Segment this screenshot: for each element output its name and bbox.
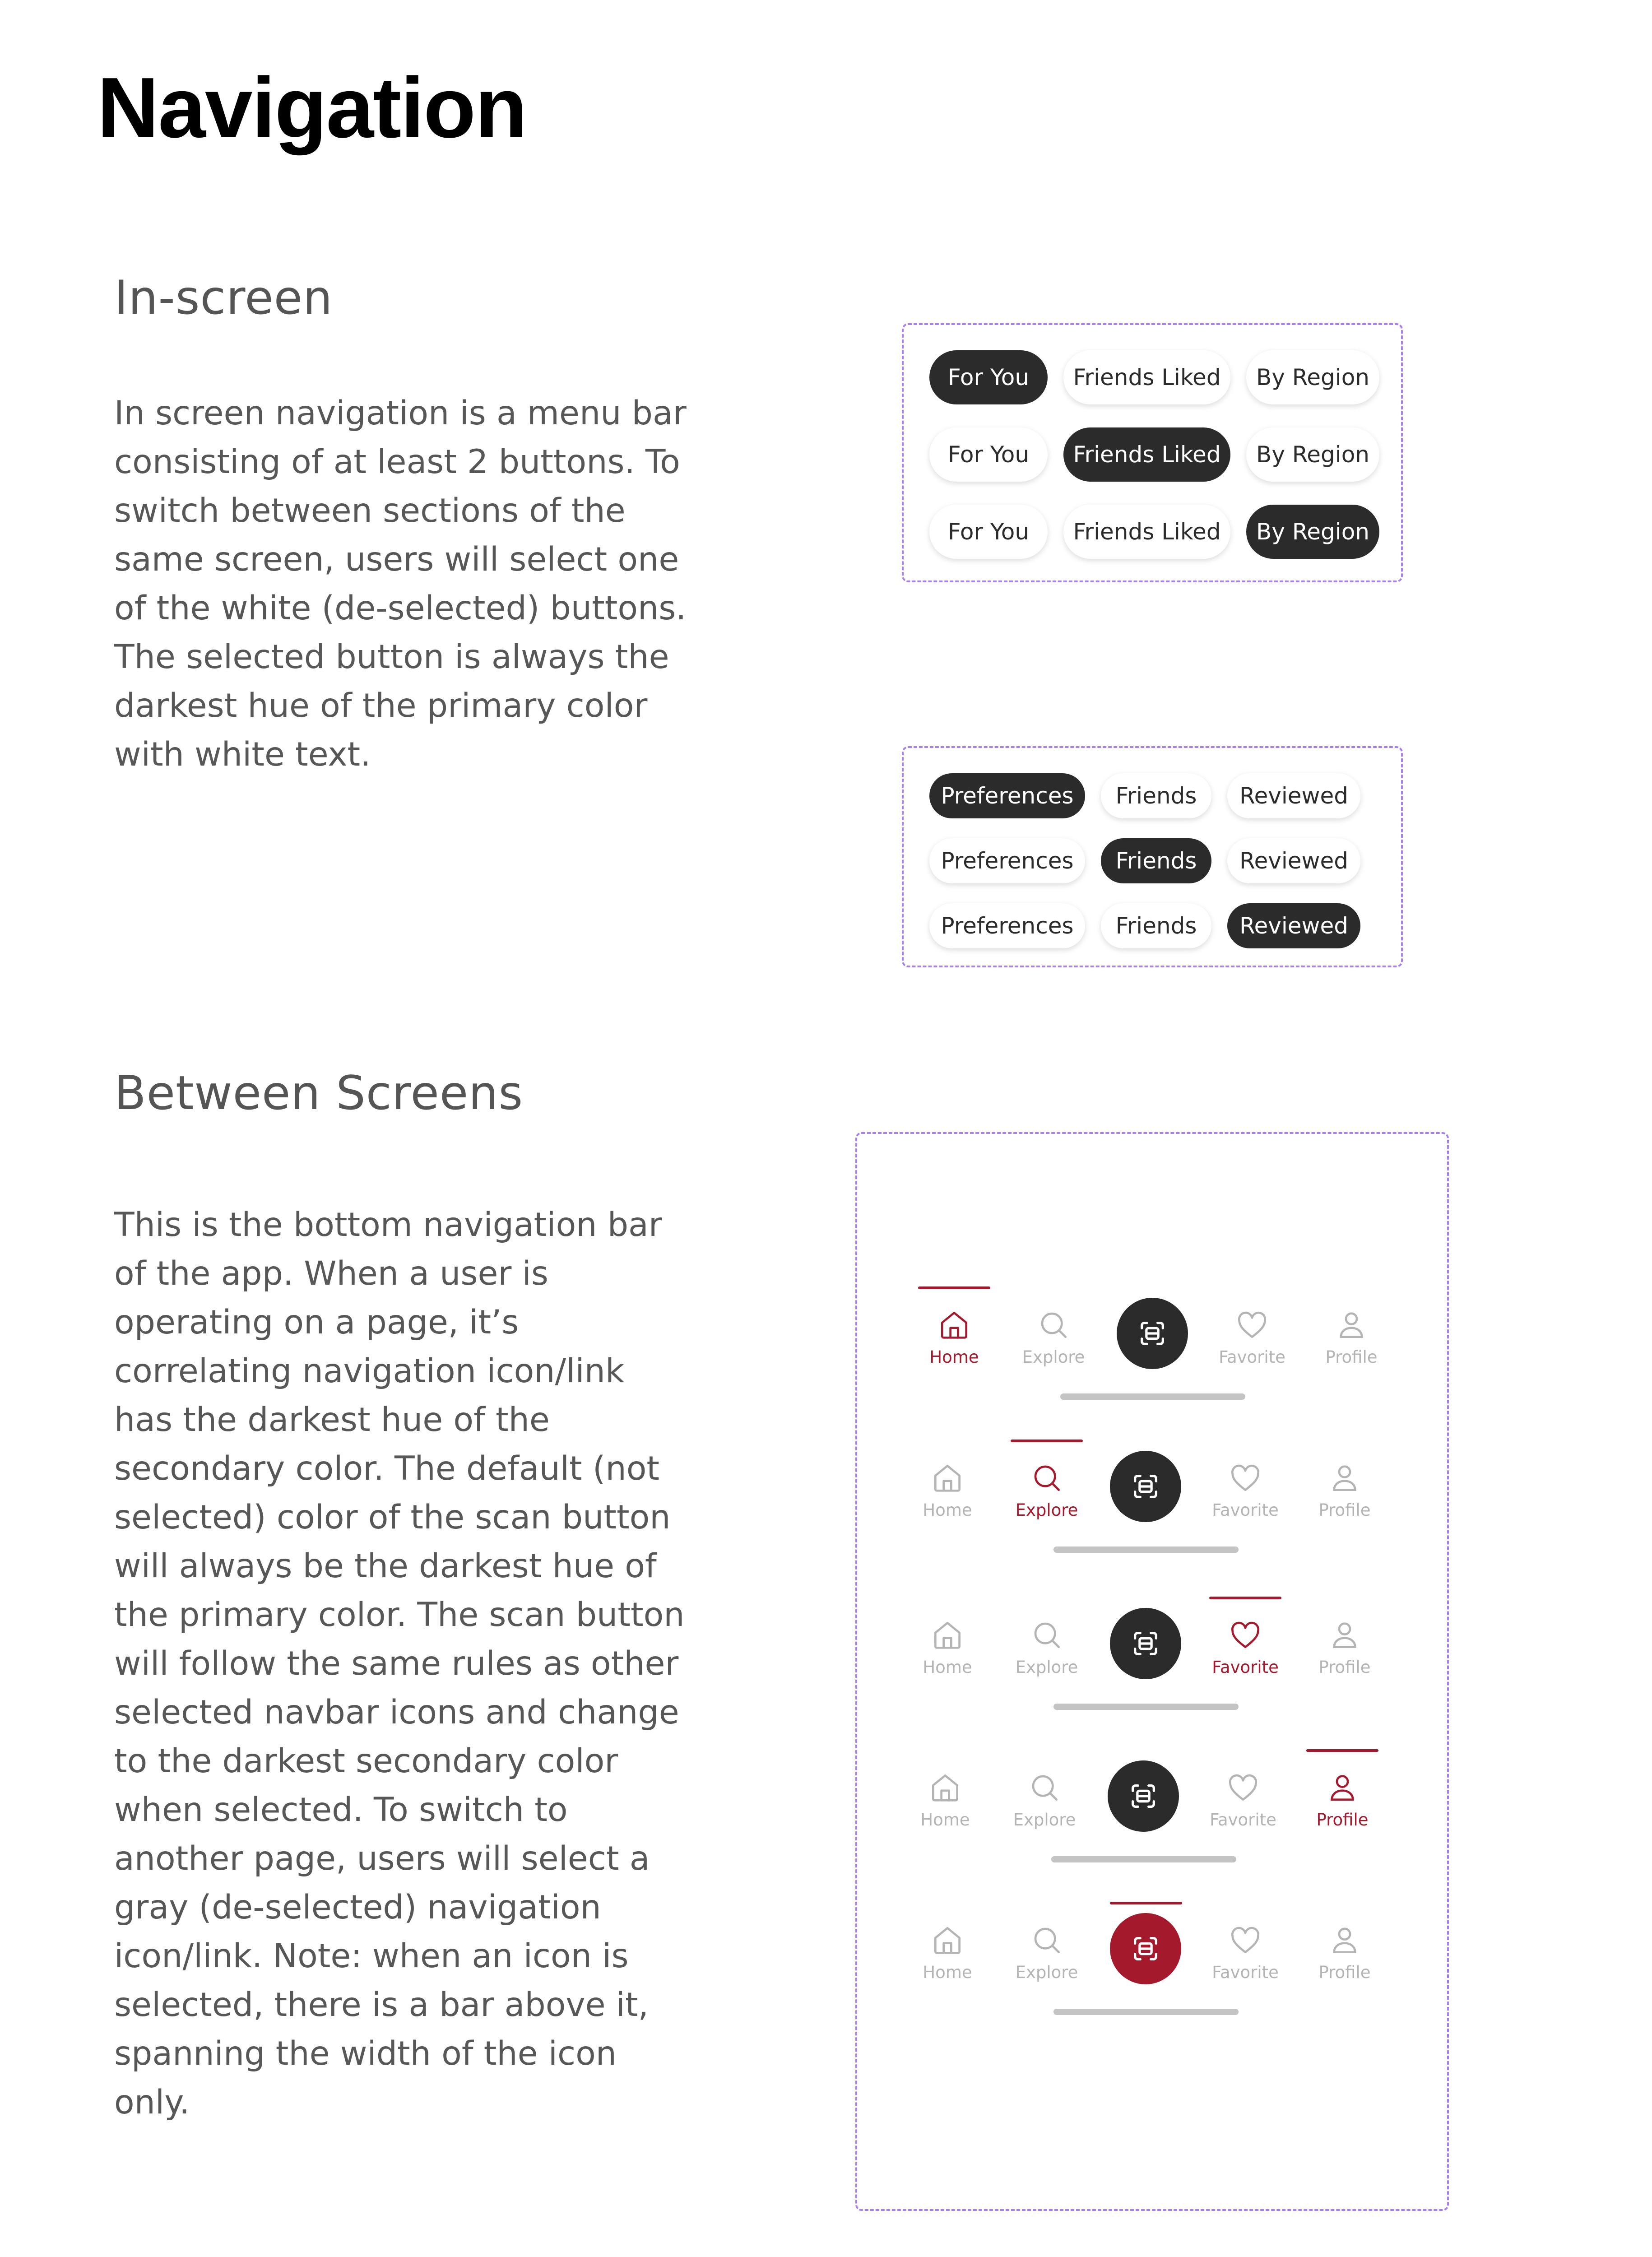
between-screens-heading: Between Screens	[114, 1066, 524, 1120]
nav-item-explore[interactable]	[1015, 1286, 1092, 1377]
nav-item-scan[interactable]	[1110, 1597, 1182, 1687]
scan-icon	[1130, 1471, 1161, 1502]
chip-preferences[interactable]: Preferences	[929, 838, 1085, 883]
user-icon	[1327, 1617, 1363, 1653]
chip-reviewed[interactable]: Reviewed	[1227, 838, 1360, 883]
nav-item-home[interactable]	[909, 1440, 986, 1530]
scan-icon	[1128, 1780, 1159, 1812]
user-icon	[1327, 1460, 1363, 1496]
menu-bar-5	[929, 838, 1360, 883]
user-icon	[1327, 1922, 1363, 1958]
nav-item-explore[interactable]	[1008, 1597, 1085, 1687]
nav-item-favorite[interactable]	[1205, 1749, 1281, 1839]
nav-item-label: Profile	[1325, 1347, 1378, 1367]
scan-button[interactable]	[1117, 1298, 1188, 1369]
nav-item-scan[interactable]	[1108, 1749, 1180, 1839]
heart-icon	[1227, 1922, 1263, 1958]
home-indicator	[1051, 1856, 1236, 1862]
nav-item-scan[interactable]	[1110, 1440, 1182, 1530]
nav-item-scan[interactable]	[1110, 1902, 1182, 1992]
bottom-navbar	[916, 1286, 1381, 1422]
in-screen-example-frame-2	[902, 746, 1403, 967]
nav-item-label: Home	[923, 1658, 972, 1677]
chip-for-you[interactable]: For You	[929, 427, 1048, 482]
nav-item-label: Favorite	[1212, 1658, 1279, 1677]
home-icon	[929, 1922, 965, 1958]
nav-item-explore[interactable]	[1006, 1749, 1083, 1839]
chip-friends-liked[interactable]: Friends Liked	[1063, 427, 1230, 482]
nav-item-home[interactable]	[916, 1286, 993, 1377]
nav-item-favorite[interactable]	[1207, 1597, 1284, 1687]
home-icon	[927, 1769, 963, 1806]
heart-icon	[1234, 1307, 1270, 1343]
search-icon	[1029, 1617, 1065, 1653]
chip-preferences[interactable]: Preferences	[929, 773, 1085, 818]
nav-item-profile[interactable]	[1306, 1440, 1383, 1530]
nav-item-label: Profile	[1318, 1963, 1371, 1982]
user-icon	[1324, 1769, 1360, 1806]
nav-item-profile[interactable]	[1306, 1902, 1383, 1992]
nav-item-label: Home	[923, 1500, 972, 1520]
between-screens-description: This is the bottom navigation bar of the app. When a user is operating on a page, it’s correlating navigation icon/link has the darkest hue of the secondary color. The default (not selected) color of the scan button will always be the darkest hue of the primary color. The scan button will follow the same rules as other selected navbar icons and change to the darkest secondary color when selected. To switch to another page, users will select a gray (de-selected) navigation icon/link. Note: when an icon is selected, there is a bar above it, spanning the width of the icon only.	[114, 1206, 685, 2122]
home-icon	[929, 1460, 965, 1496]
home-indicator	[1053, 1704, 1239, 1710]
nav-item-explore[interactable]	[1008, 1440, 1085, 1530]
nav-item-favorite[interactable]	[1214, 1286, 1290, 1377]
chip-friends-liked[interactable]: Friends Liked	[1063, 505, 1230, 559]
nav-item-label: Profile	[1318, 1658, 1371, 1677]
selected-indicator-bar	[918, 1286, 990, 1289]
between-screens-example-frame	[855, 1132, 1449, 2211]
nav-item-profile[interactable]	[1306, 1597, 1383, 1687]
in-screen-description: In screen navigation is a menu bar consisting of at least 2 buttons. To switch between sections of the same screen, users will select one of the white (de-selected) buttons. The selected button is always the darkest hue of the primary color with white text.	[114, 394, 687, 774]
chip-by-region[interactable]: By Region	[1246, 350, 1379, 404]
nav-item-home[interactable]	[909, 1902, 986, 1992]
selected-indicator-bar	[1110, 1902, 1182, 1904]
scan-button[interactable]	[1110, 1451, 1181, 1522]
nav-item-label: Home	[920, 1810, 970, 1830]
home-icon	[929, 1617, 965, 1653]
in-screen-heading: In-screen	[114, 271, 333, 325]
heart-icon	[1225, 1769, 1261, 1806]
menu-bar-3	[929, 505, 1379, 559]
nav-item-label: Home	[923, 1963, 972, 1982]
bottom-navbar	[909, 1597, 1374, 1732]
chip-preferences[interactable]: Preferences	[929, 903, 1085, 948]
scan-icon	[1137, 1318, 1168, 1349]
nav-item-label: Favorite	[1219, 1347, 1285, 1367]
nav-item-home[interactable]	[909, 1597, 986, 1687]
nav-item-explore[interactable]	[1008, 1902, 1085, 1992]
chip-friends-liked[interactable]: Friends Liked	[1063, 350, 1230, 404]
nav-item-label: Explore	[1022, 1347, 1085, 1367]
nav-item-favorite[interactable]	[1207, 1902, 1284, 1992]
chip-for-you[interactable]: For You	[929, 505, 1048, 559]
search-icon	[1035, 1307, 1072, 1343]
heart-icon	[1227, 1460, 1263, 1496]
chip-reviewed[interactable]: Reviewed	[1227, 903, 1360, 948]
nav-item-scan[interactable]	[1117, 1286, 1189, 1377]
nav-item-home[interactable]	[907, 1749, 984, 1839]
menu-bar-4	[929, 773, 1360, 818]
nav-item-label: Explore	[1015, 1963, 1078, 1982]
scan-button[interactable]	[1108, 1760, 1179, 1832]
nav-item-label: Favorite	[1212, 1500, 1279, 1520]
heart-icon	[1227, 1617, 1263, 1653]
nav-item-label: Profile	[1318, 1500, 1371, 1520]
search-icon	[1029, 1460, 1065, 1496]
selected-indicator-bar	[1209, 1597, 1281, 1599]
page-title: Navigation	[97, 60, 527, 156]
nav-item-label: Explore	[1015, 1500, 1078, 1520]
nav-item-label: Profile	[1316, 1810, 1369, 1830]
home-indicator	[1053, 1546, 1239, 1553]
chip-friends[interactable]: Friends	[1101, 773, 1211, 818]
user-icon	[1333, 1307, 1369, 1343]
nav-item-label: Explore	[1015, 1658, 1078, 1677]
chip-reviewed[interactable]: Reviewed	[1227, 773, 1360, 818]
chip-for-you[interactable]: For You	[929, 350, 1048, 404]
chip-by-region[interactable]: By Region	[1246, 427, 1379, 482]
nav-item-favorite[interactable]	[1207, 1440, 1284, 1530]
chip-friends[interactable]: Friends	[1101, 903, 1211, 948]
home-icon	[936, 1307, 972, 1343]
scan-icon	[1130, 1933, 1161, 1964]
chip-by-region[interactable]: By Region	[1246, 505, 1379, 559]
nav-item-label: Explore	[1013, 1810, 1076, 1830]
home-indicator	[1053, 2009, 1239, 2015]
menu-bar-6	[929, 903, 1360, 948]
bottom-navbar	[907, 1749, 1372, 1885]
home-indicator	[1060, 1393, 1245, 1400]
nav-item-profile[interactable]	[1313, 1286, 1390, 1377]
in-screen-example-frame-1	[902, 323, 1403, 582]
selected-indicator-bar	[1011, 1440, 1083, 1442]
scan-button[interactable]	[1110, 1913, 1181, 1984]
search-icon	[1026, 1769, 1063, 1806]
menu-bar-1	[929, 350, 1379, 404]
chip-friends[interactable]: Friends	[1101, 838, 1211, 883]
scan-icon	[1130, 1628, 1161, 1659]
bottom-navbar	[909, 1902, 1374, 2037]
selected-indicator-bar	[1306, 1749, 1378, 1752]
search-icon	[1029, 1922, 1065, 1958]
scan-button[interactable]	[1110, 1608, 1181, 1679]
nav-item-label: Home	[929, 1347, 979, 1367]
nav-item-label: Favorite	[1212, 1963, 1279, 1982]
bottom-navbar	[909, 1440, 1374, 1575]
nav-item-label: Favorite	[1210, 1810, 1276, 1830]
menu-bar-2	[929, 427, 1379, 482]
nav-item-profile[interactable]	[1304, 1749, 1381, 1839]
